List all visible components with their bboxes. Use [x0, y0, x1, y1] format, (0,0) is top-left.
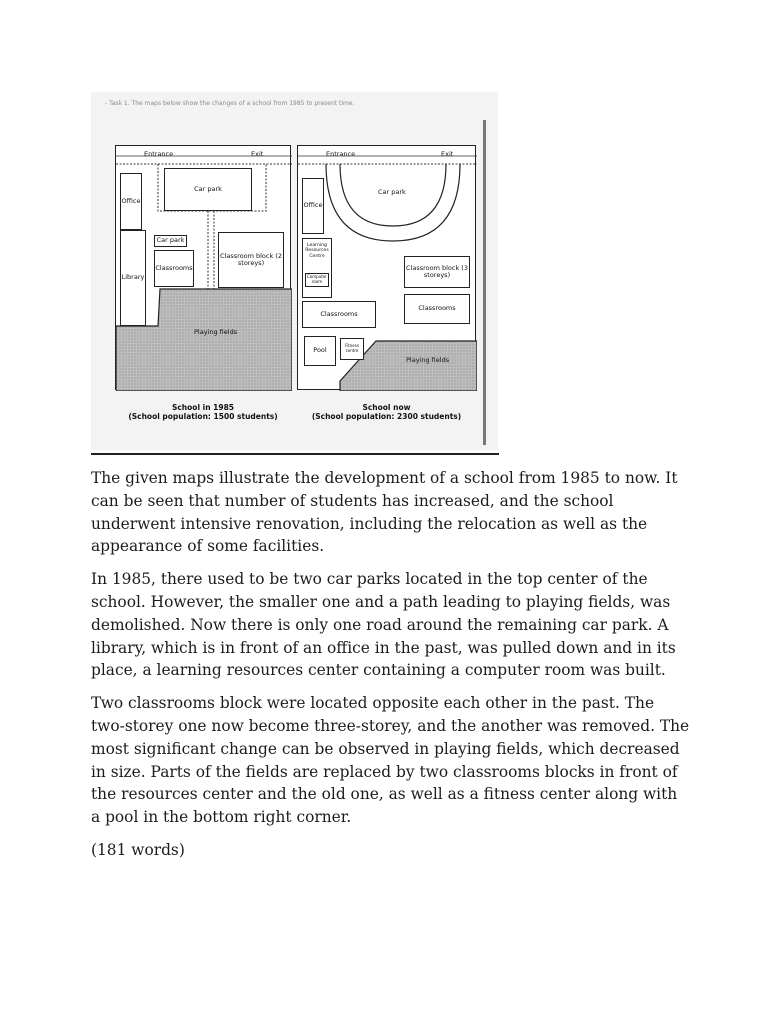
exit-label-1985: Exit [251, 150, 264, 158]
learning-resources-centre [302, 238, 332, 298]
map-now-title-line2: (School population: 2300 students) [311, 412, 462, 421]
school-maps-figure [91, 92, 498, 450]
map-1985 [115, 145, 291, 390]
essay-body [91, 467, 691, 872]
playing-fields-label-1985: Playing fields [194, 328, 238, 336]
horizontal-divider [91, 453, 499, 455]
fitness-centre: Fitness centre [340, 338, 364, 360]
figure-caption: - Task 1. The maps below show the changes of a school from 1985 to present time. [105, 100, 355, 107]
essay-paragraph-1: The given maps illustrate the development of a school from 1985 to now. It can be seen that number of students has increased, and the school underwent intensive renovation, including the relocation as well as the appearance of some facilities. [91, 469, 678, 556]
classroom-block-now: Classroom block (3 storeys) [404, 256, 470, 288]
computer-room: Computer room [305, 273, 329, 287]
entrance-label-1985: Entrance [144, 150, 174, 158]
car-park-small-1985: Car park [154, 235, 187, 247]
office-1985: Office [120, 173, 142, 230]
classroom-block-1985: Classroom block (2 storeys) [218, 232, 284, 288]
map-1985-title-line1: School in 1985 [171, 403, 235, 412]
pool: Pool [304, 336, 336, 366]
figure-right-border [483, 120, 486, 445]
essay-paragraph-3: Two classrooms block were located opposite each other in the past. The two-storey one now become three-storey, and the another was removed. The most significant change can be observed in playing fields, which decreased in size. Parts of the fields are replaced by two classrooms blocks in front of the resources center and the old one, as well as a fitness center along with a pool in the bottom right corner. [91, 694, 690, 827]
map-now [297, 145, 476, 390]
exit-label-now: Exit [441, 150, 454, 158]
word-count: (181 words) [91, 840, 185, 859]
classrooms-1985: Classrooms [154, 250, 194, 287]
car-park-label-now: Car park [378, 188, 406, 196]
classrooms-left-now: Classrooms [302, 301, 376, 328]
learning-centre-label: Learning Resources Centre [305, 243, 329, 259]
map-now-title-line1: School now [362, 403, 411, 412]
map-now-title [297, 403, 476, 421]
map-1985-title [115, 403, 291, 421]
library-1985: Library [120, 230, 146, 326]
playing-fields-label-now: Playing fields [406, 356, 450, 364]
car-park-main-1985: Car park [164, 168, 252, 211]
entrance-label-now: Entrance [326, 150, 356, 158]
essay-paragraph-2: In 1985, there used to be two car parks located in the top center of the school. However, the smaller one and a path leading to playing fields, was demolished. Now there is only one road around the remaining car park. A library, which is in front of an office in the past, was pulled down and in its place, a learning resources center containing a computer room was built. [91, 570, 676, 680]
classrooms-right-now: Classrooms [404, 294, 470, 324]
map-1985-title-line2: (School population: 1500 students) [128, 412, 278, 421]
office-now: Office [302, 178, 324, 234]
